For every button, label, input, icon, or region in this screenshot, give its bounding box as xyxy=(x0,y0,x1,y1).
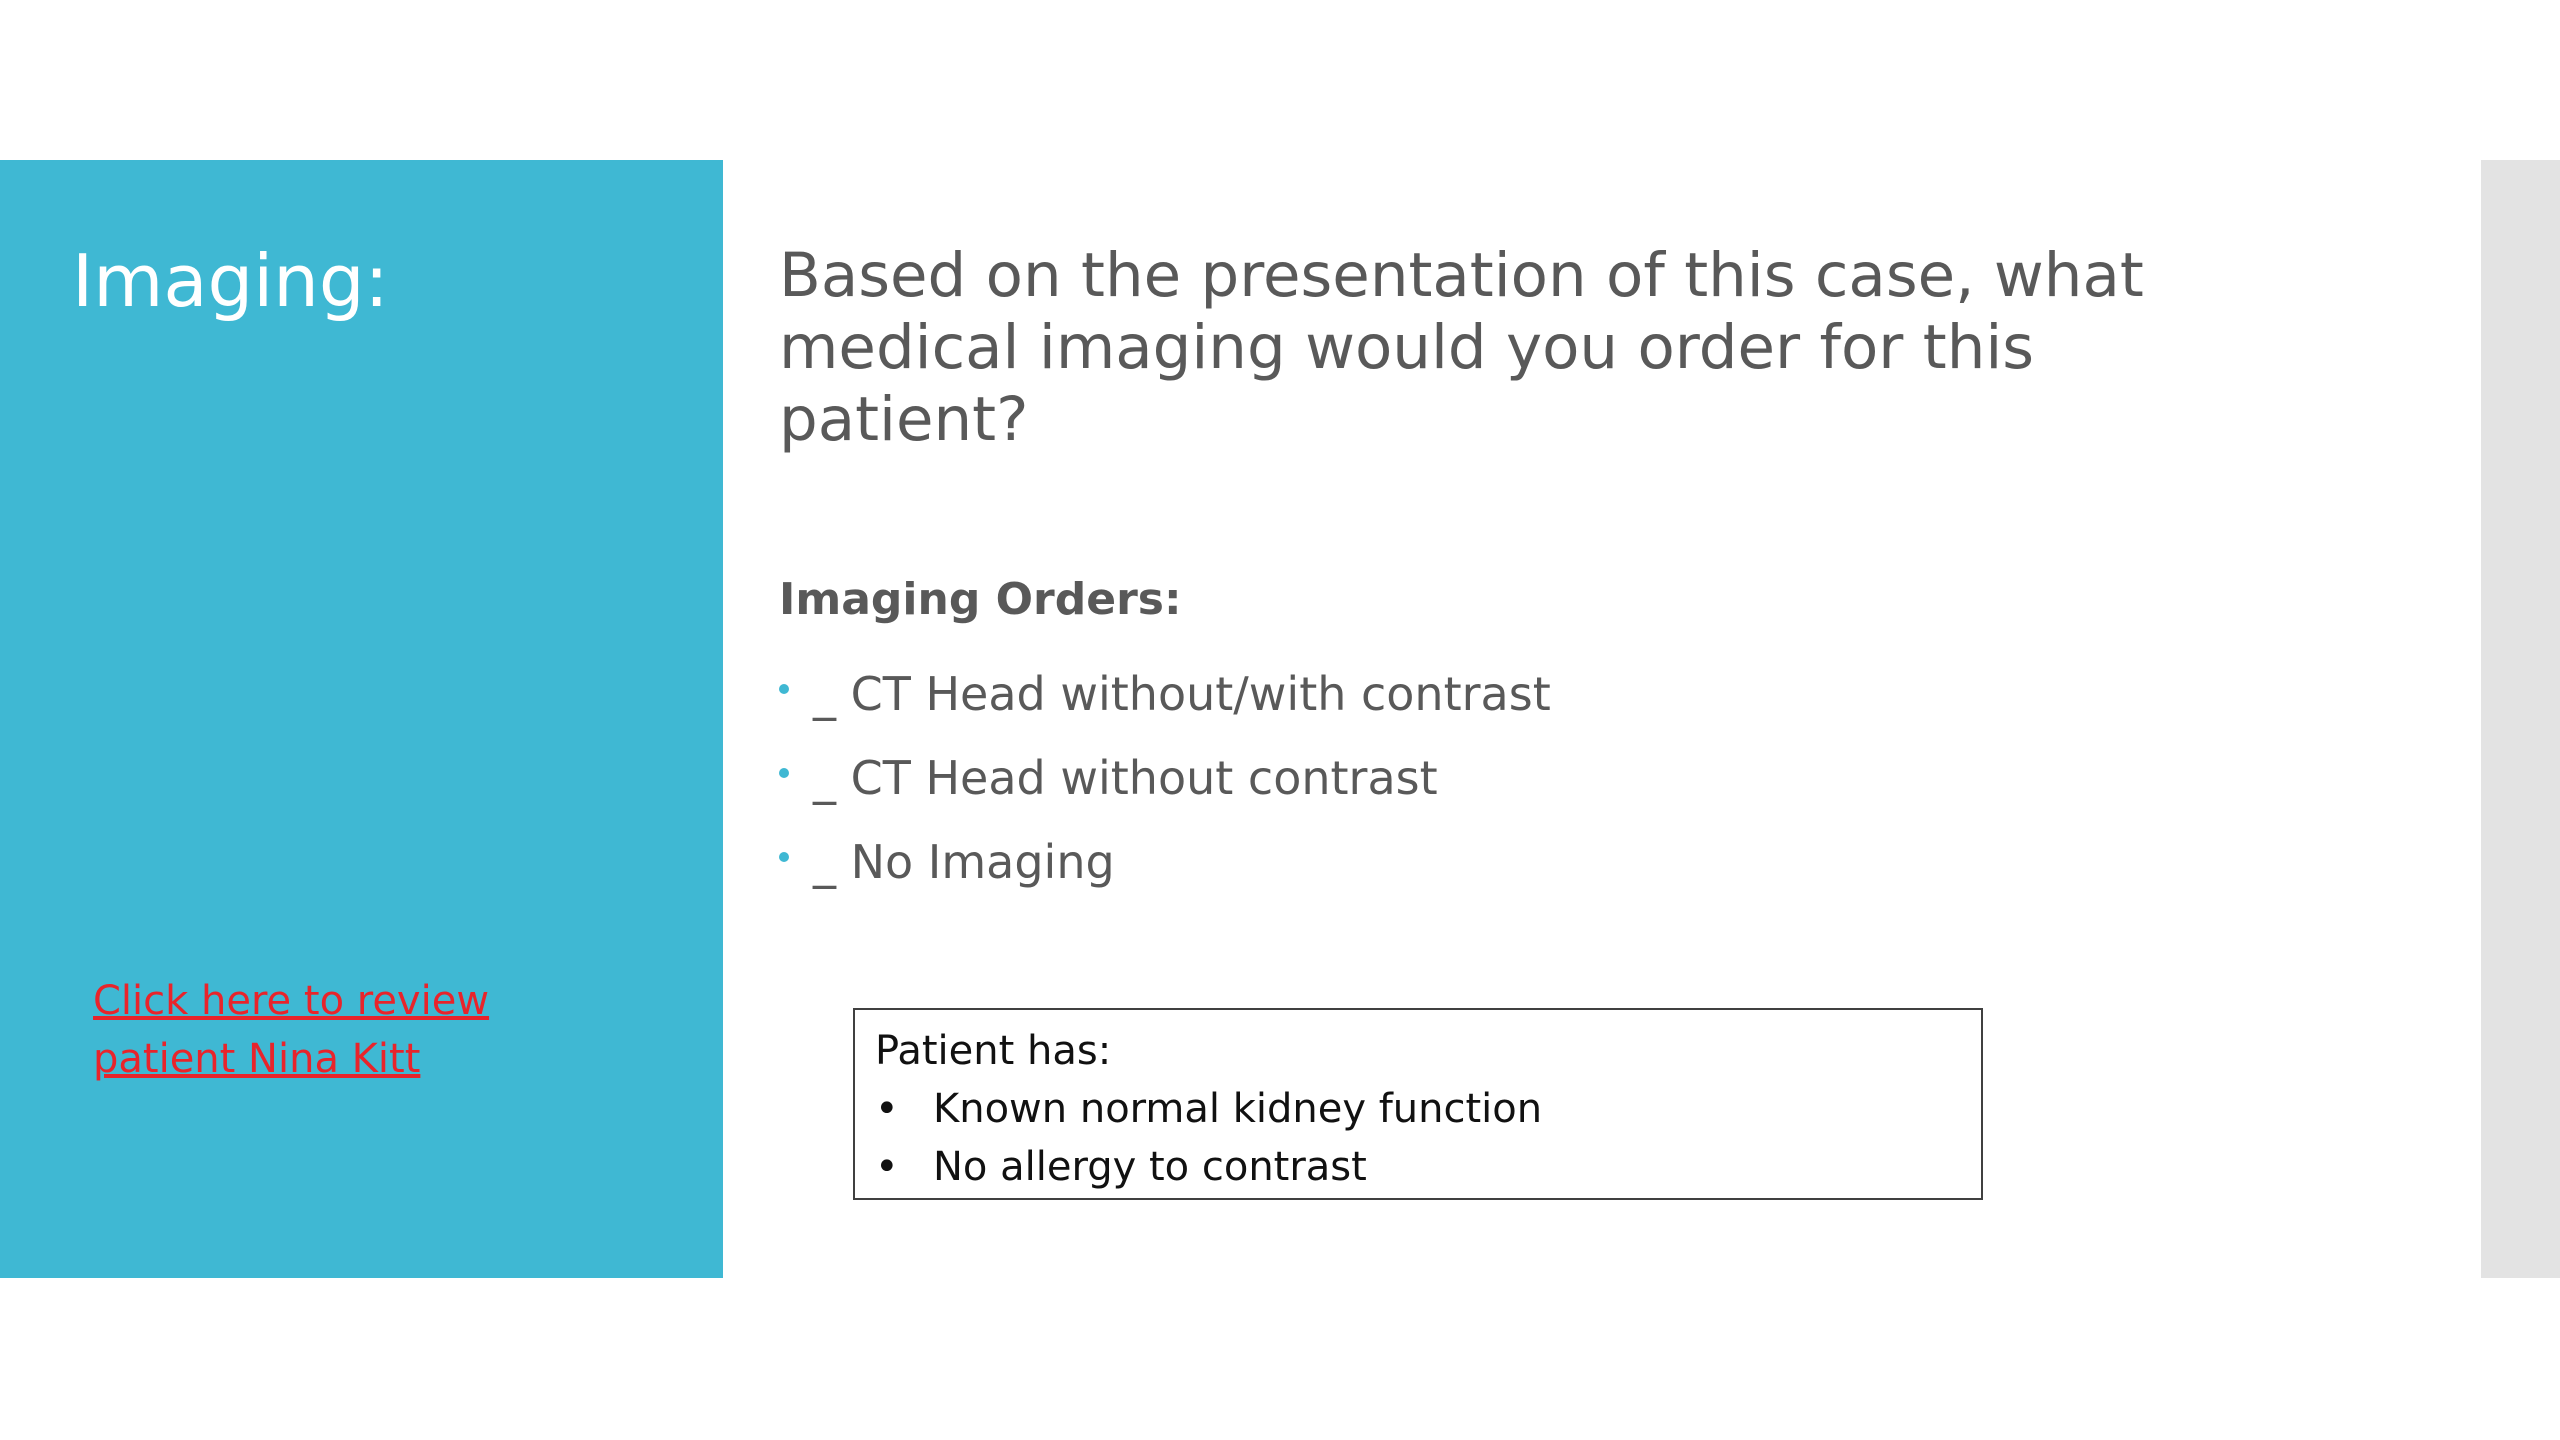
order-option-label: _ No Imaging xyxy=(813,835,1115,889)
order-option-ct-without-contrast[interactable] xyxy=(779,736,1551,820)
patient-info-text: No allergy to contrast xyxy=(933,1144,1367,1190)
patient-info-item xyxy=(875,1138,1961,1196)
bullet-dot-icon xyxy=(779,768,789,778)
bullet-dot-icon xyxy=(779,684,789,694)
order-option-label: _ CT Head without contrast xyxy=(813,751,1438,805)
patient-info-item xyxy=(875,1080,1961,1138)
order-option-label: _ CT Head without/with contrast xyxy=(813,667,1551,721)
patient-info-list xyxy=(875,1080,1961,1196)
bullet-dot-icon xyxy=(779,852,789,862)
question-text: Based on the presentation of this case, what medical imaging would you order for this patient? xyxy=(779,240,2144,455)
review-patient-link[interactable]: Click here to review patient Nina Kitt xyxy=(93,978,490,1082)
bullet-icon: • xyxy=(875,1144,899,1190)
order-option-ct-with-contrast[interactable] xyxy=(779,652,1551,736)
patient-info-text: Known normal kidney function xyxy=(933,1086,1543,1132)
side-strip xyxy=(2481,160,2560,1278)
order-option-no-imaging[interactable] xyxy=(779,820,1551,904)
slide-title: Imaging: xyxy=(72,239,389,323)
bullet-icon: • xyxy=(875,1086,899,1132)
patient-info-title: Patient has: xyxy=(875,1028,1112,1074)
imaging-orders-heading: Imaging Orders: xyxy=(779,574,1182,625)
accent-panel xyxy=(0,160,723,1278)
imaging-orders-list xyxy=(779,652,1551,904)
patient-info-box xyxy=(853,1008,1983,1200)
